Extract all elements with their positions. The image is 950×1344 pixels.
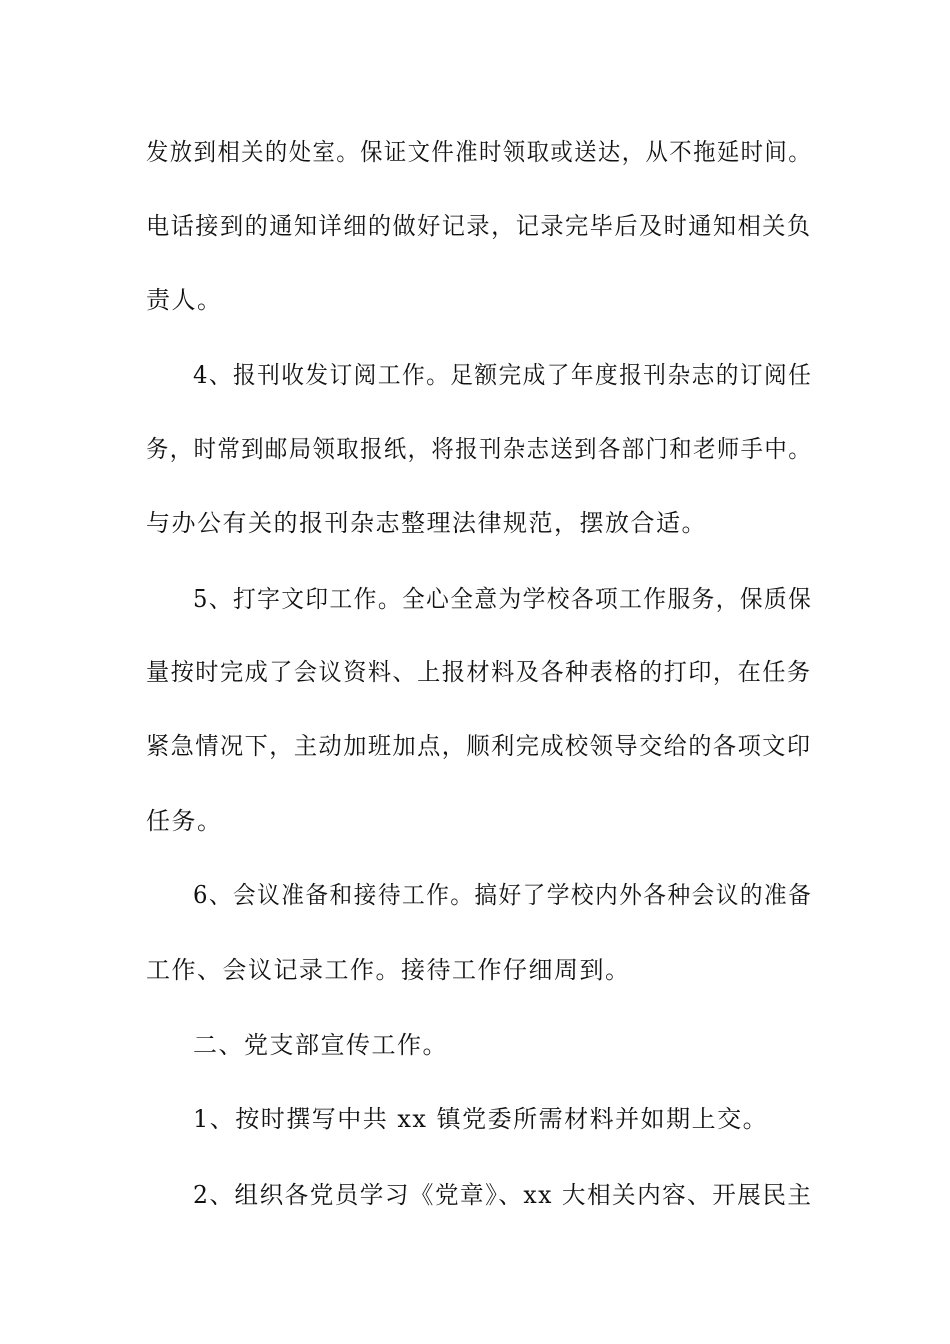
text-line: 工作、会议记录工作。接待工作仔细周到。 <box>146 956 631 984</box>
text-line: 6、会议准备和接待工作。搞好了学校内外各种会议的准备 <box>193 881 813 909</box>
text-line: 二、党支部宣传工作。 <box>193 1031 448 1059</box>
text-line: 紧急情况下，主动加班加点，顺利完成校领导交给的各项文印 <box>146 732 812 760</box>
text-line: 5、打字文印工作。全心全意为学校各项工作服务，保质保 <box>193 585 813 613</box>
text-line: 与办公有关的报刊杂志整理法律规范，摆放合适。 <box>146 509 707 537</box>
text-line: 任务。 <box>146 807 223 835</box>
text-line: 1、按时撰写中共 xx 镇党委所需材料并如期上交。 <box>193 1105 769 1133</box>
text-line: 量按时完成了会议资料、上报材料及各种表格的打印，在任务 <box>146 658 812 686</box>
text-line: 责人。 <box>146 286 223 314</box>
text-line: 2、组织各党员学习《党章》、xx 大相关内容、开展民主 <box>193 1181 813 1209</box>
text-line: 发放到相关的处室。保证文件准时领取或送达，从不拖延时间。 <box>146 138 812 166</box>
text-line: 4、报刊收发订阅工作。足额完成了年度报刊杂志的订阅任 <box>193 361 813 389</box>
text-line: 务，时常到邮局领取报纸，将报刊杂志送到各部门和老师手中。 <box>146 435 812 463</box>
text-line: 电话接到的通知详细的做好记录，记录完毕后及时通知相关负 <box>146 212 812 240</box>
